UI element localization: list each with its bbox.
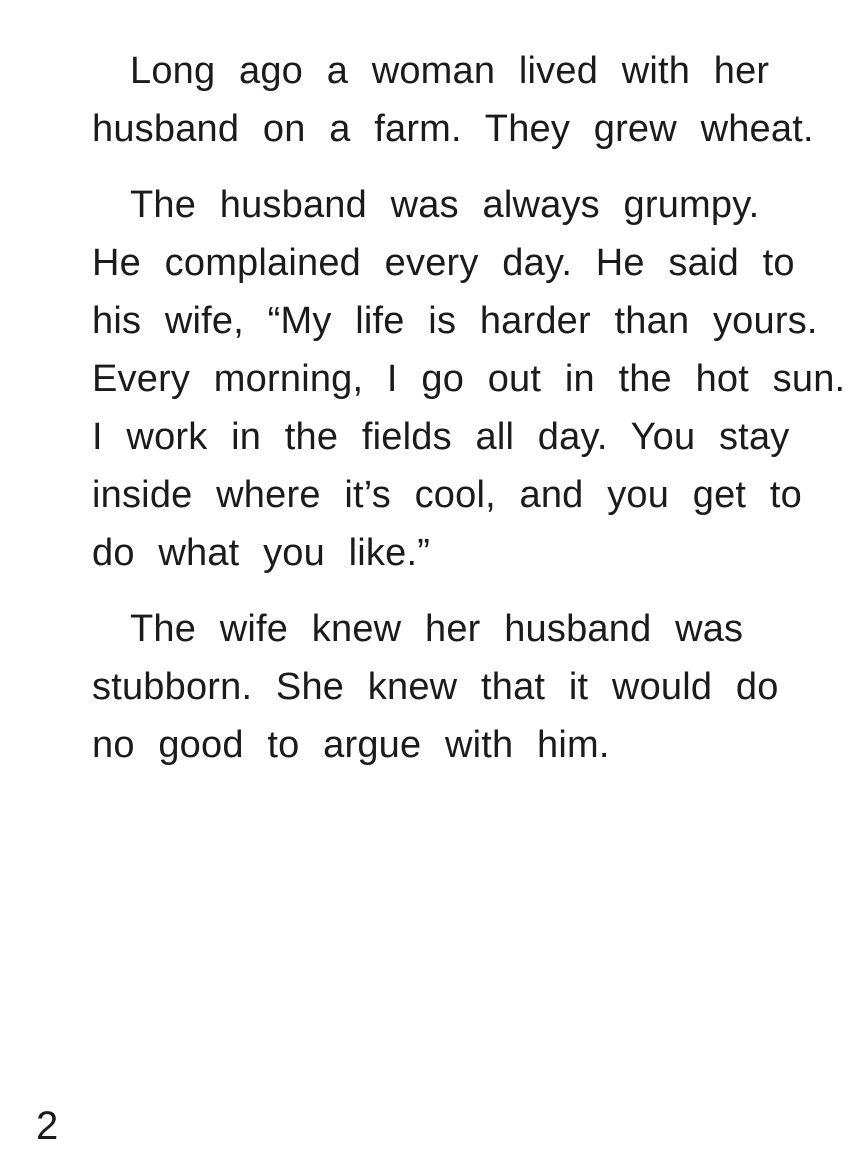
text-line: no good to argue with him. — [92, 724, 610, 766]
text-line: do what you like.” — [92, 532, 431, 574]
text-line: Every morning, I go out in the hot sun. — [92, 358, 846, 400]
text-line: The husband was always grumpy. — [130, 184, 760, 226]
text-line: his wife, “My life is harder than yours. — [92, 300, 818, 342]
text-line: I work in the fields all day. You stay — [92, 416, 790, 458]
paragraph-3 — [92, 600, 823, 774]
text-line: Long ago a woman lived with her — [130, 50, 770, 92]
paragraph-2 — [92, 176, 846, 582]
text-line: inside where it’s cool, and you get to — [92, 474, 802, 516]
page-number: 2 — [36, 1104, 59, 1148]
text-line: He complained every day. He said to — [92, 242, 795, 284]
text-line: husband on a farm. They grew wheat. — [92, 108, 814, 150]
text-line: The wife knew her husband was — [130, 608, 744, 650]
story-text — [92, 42, 846, 792]
paragraph-1 — [92, 42, 823, 158]
text-line: stubborn. She knew that it would do — [92, 666, 779, 708]
